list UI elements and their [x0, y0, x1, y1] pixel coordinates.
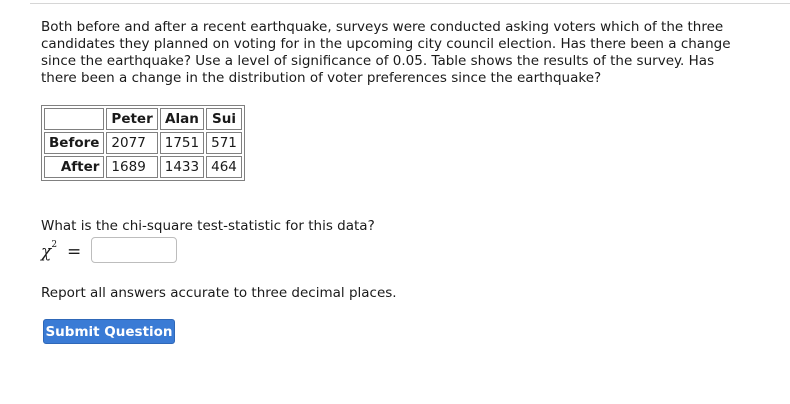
cell-before-sui: 571 — [206, 132, 242, 154]
top-divider — [30, 3, 790, 4]
question-text: Both before and after a recent earthquake, surveys were conducted asking voters which of the three candidates they planned on voting for in the upcoming city council election. Has there been a change since the earthquake? Use a level of significance of 0.05. Table shows the results of the survey. Has there been a change in the distribution of voter preferences since the earthquake? — [41, 19, 731, 86]
cell-before-peter: 2077 — [106, 132, 157, 154]
row-header-after: After — [44, 156, 104, 178]
chi-square-prompt: What is the chi-square test-statistic for this data? — [41, 218, 375, 234]
chi-square-answer-input[interactable] — [91, 237, 177, 263]
column-header-peter: Peter — [106, 108, 157, 130]
submit-question-button[interactable]: Submit Question — [43, 319, 175, 344]
precision-note: Report all answers accurate to three decimal places. — [41, 285, 397, 301]
column-header-alan: Alan — [160, 108, 204, 130]
answer-row — [41, 235, 177, 265]
cell-after-peter: 1689 — [106, 156, 157, 178]
chi-superscript: 2 — [51, 240, 58, 251]
cell-before-alan: 1751 — [160, 132, 204, 154]
column-header-sui: Sui — [206, 108, 242, 130]
table-row-before — [44, 132, 242, 154]
table-corner-cell — [44, 108, 104, 130]
chi-square-symbol — [41, 242, 57, 262]
table-row-after — [44, 156, 242, 178]
cell-after-sui: 464 — [206, 156, 242, 178]
chi-symbol: χ — [41, 242, 52, 262]
equals-sign: = — [67, 242, 82, 262]
row-header-before: Before — [44, 132, 104, 154]
table-header-row — [44, 108, 242, 130]
cell-after-alan: 1433 — [160, 156, 204, 178]
survey-table — [41, 105, 245, 181]
